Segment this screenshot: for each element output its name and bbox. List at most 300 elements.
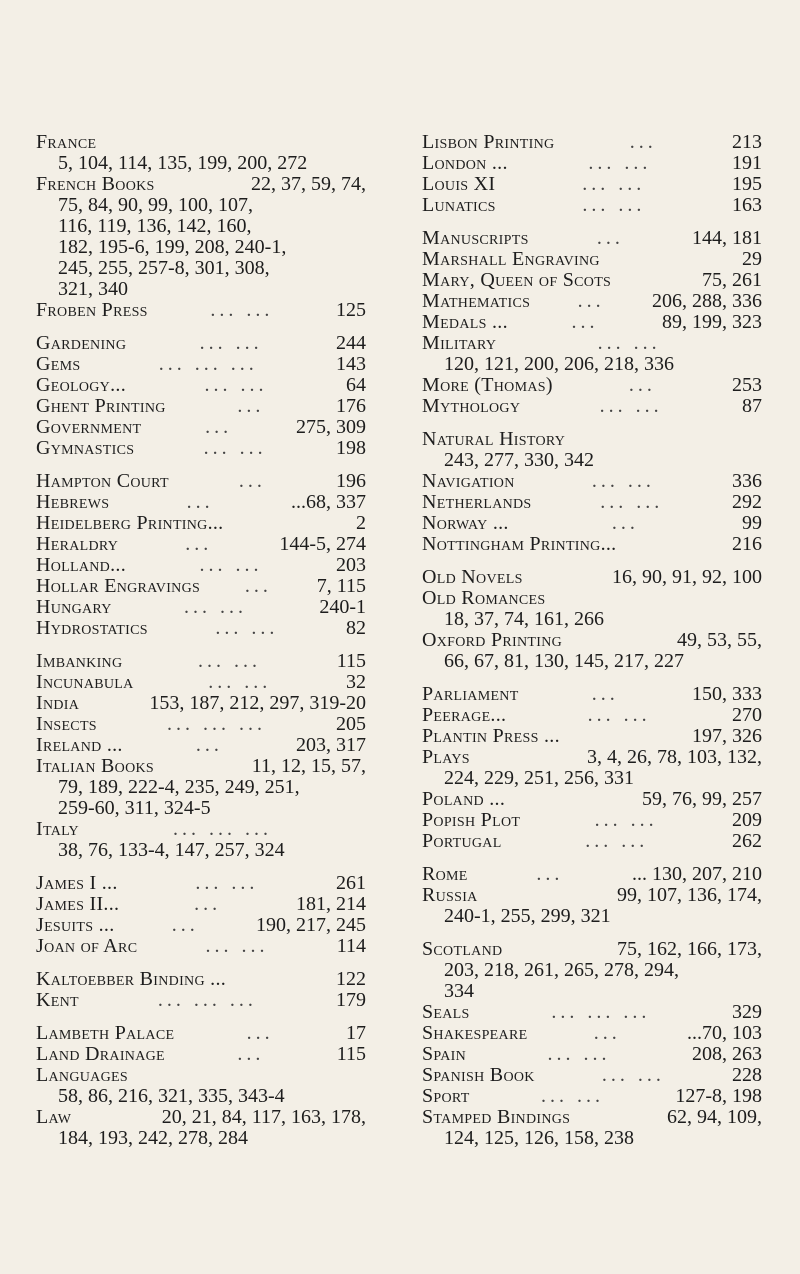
index-entry — [36, 492, 366, 513]
page-references-continued: 243, 277, 330, 342 — [444, 449, 594, 471]
index-entry-row — [36, 1044, 366, 1065]
page-references: 99 — [742, 512, 762, 534]
leader-dots — [223, 513, 356, 534]
index-term: Jesuits ... — [36, 914, 115, 936]
index-entry — [36, 714, 366, 735]
index-entry — [422, 375, 762, 396]
page-references: ...68, 337 — [291, 491, 366, 513]
leader-dots — [79, 693, 149, 714]
leader-dots: ... — [238, 470, 266, 492]
index-entry-row — [422, 864, 762, 885]
index-entry — [422, 228, 762, 249]
index-entry — [422, 864, 762, 885]
page-references: 115 — [336, 650, 366, 672]
index-entry — [422, 471, 762, 492]
index-term: French Books — [36, 173, 155, 195]
index-entry-row — [36, 492, 366, 513]
page-references-continued: 38, 76, 133-4, 147, 257, 324 — [58, 839, 285, 861]
page-references-continued: 259-60, 311, 324-5 — [58, 797, 211, 819]
page-references-continued: 240-1, 255, 299, 321 — [444, 905, 611, 927]
page-references-continued: 245, 255, 257-8, 301, 308, — [58, 257, 270, 279]
index-term: Poland ... — [422, 788, 506, 810]
leader-dots — [128, 1065, 366, 1086]
leader-dots: ... ... — [195, 872, 259, 894]
leader-dots: ... ... — [587, 704, 651, 726]
index-term: Hydrostatics — [36, 617, 148, 639]
index-entry — [422, 789, 762, 810]
page-references: 153, 187, 212, 297, 319-20 — [149, 692, 366, 714]
index-term: Heidelberg Printing... — [36, 512, 224, 534]
page-references: 7, 115 — [316, 575, 366, 597]
index-entry-row — [36, 375, 366, 396]
page-references-continued: 182, 195-6, 199, 208, 240-1, — [58, 236, 287, 258]
page-references-continued: 66, 67, 81, 130, 145, 217, 227 — [444, 650, 684, 672]
index-entry — [36, 534, 366, 555]
leader-dots: ... ... — [585, 830, 649, 852]
index-entry-row — [422, 396, 762, 417]
page-references: ... 130, 207, 210 — [632, 863, 762, 885]
index-term: Hebrews — [36, 491, 110, 513]
index-entry-row — [422, 132, 762, 153]
page-references: 75, 261 — [702, 269, 762, 291]
index-term: Gems — [36, 353, 81, 375]
leader-dots: ... — [593, 1022, 621, 1044]
index-entry-row — [36, 936, 366, 957]
index-term: Seals — [422, 1001, 470, 1023]
index-term: More (Thomas) — [422, 374, 553, 396]
index-entry — [36, 438, 366, 459]
leader-dots: ... ... — [204, 374, 268, 396]
page-references: ...70, 103 — [687, 1022, 762, 1044]
leader-dots: ... ... — [599, 395, 663, 417]
index-entry-row — [422, 429, 762, 450]
index-entry — [422, 195, 762, 216]
index-entry-row — [36, 354, 366, 375]
page-references: 329 — [732, 1001, 762, 1023]
page-references: 82 — [346, 617, 366, 639]
index-entry-row — [422, 312, 762, 333]
index-entry-row — [422, 831, 762, 852]
index-entry — [422, 396, 762, 417]
index-entry-row — [422, 492, 762, 513]
leader-dots — [505, 789, 642, 810]
page-references-continued: 120, 121, 200, 206, 218, 336 — [444, 353, 674, 375]
leader-dots: ... ... — [588, 152, 652, 174]
index-entry — [422, 567, 762, 588]
index-entry — [422, 174, 762, 195]
leader-dots: ... ... ... — [158, 353, 258, 375]
leader-dots: ... — [536, 863, 564, 885]
page-references-continued: 79, 189, 222-4, 235, 249, 251, — [58, 776, 300, 798]
index-entry-row — [422, 1002, 762, 1023]
page-references: 11, 12, 15, 57, — [251, 755, 366, 777]
index-term: Ireland ... — [36, 734, 123, 756]
index-entry-row — [36, 396, 366, 417]
index-entry-row — [422, 1044, 762, 1065]
index-term: London ... — [422, 152, 508, 174]
index-term: Land Drainage — [36, 1043, 165, 1065]
page-references-continued: 18, 37, 74, 161, 266 — [444, 608, 604, 630]
page-references: 244 — [336, 332, 366, 354]
index-entry-row — [36, 915, 366, 936]
leader-dots: ... — [171, 914, 199, 936]
index-entry-row — [422, 270, 762, 291]
leader-dots — [154, 756, 252, 777]
index-term: Sport — [422, 1085, 470, 1107]
index-entry — [36, 417, 366, 438]
index-entry-row — [36, 174, 366, 195]
leader-dots: ... ... — [591, 470, 655, 492]
page-references: 198 — [336, 437, 366, 459]
leader-dots — [478, 885, 617, 906]
index-entry — [422, 831, 762, 852]
index-entry — [422, 885, 762, 927]
index-term: India — [36, 692, 80, 714]
page-references-continued: 124, 125, 126, 158, 238 — [444, 1127, 634, 1149]
index-term: Imbanking — [36, 650, 123, 672]
leader-dots: ... — [596, 227, 624, 249]
index-entry-row — [36, 894, 366, 915]
index-term: Navigation — [422, 470, 515, 492]
index-term: Lisbon Printing — [422, 131, 555, 153]
index-entry — [36, 969, 366, 990]
index-entry — [36, 174, 366, 300]
page-references: 205 — [336, 713, 366, 735]
index-entry-row — [422, 567, 762, 588]
index-term: Military — [422, 332, 497, 354]
index-entry — [422, 1002, 762, 1023]
index-entry — [422, 1107, 762, 1149]
index-entry-row — [36, 618, 366, 639]
page-references-continued: 203, 218, 261, 265, 278, 294, — [444, 959, 679, 981]
page-references: 292 — [732, 491, 762, 513]
index-entry-row — [36, 735, 366, 756]
index-entry-row — [36, 534, 366, 555]
index-entry-row — [36, 969, 366, 990]
page-references: 75, 162, 166, 173, — [617, 938, 762, 960]
index-term: Holland... — [36, 554, 126, 576]
page-references: 115 — [336, 1043, 366, 1065]
page-references: 253 — [732, 374, 762, 396]
page-references-continued: 58, 86, 216, 321, 335, 343-4 — [58, 1085, 285, 1107]
leader-dots: ... ... — [199, 332, 263, 354]
index-entry-row — [36, 555, 366, 576]
index-entry-row — [422, 588, 762, 609]
leader-dots — [502, 939, 617, 960]
index-entry — [36, 894, 366, 915]
index-term: Lambeth Palace — [36, 1022, 175, 1044]
index-entry-row — [36, 597, 366, 618]
index-entry — [422, 291, 762, 312]
leader-dots — [570, 1107, 667, 1128]
index-term: Gymnastics — [36, 437, 135, 459]
index-entry — [422, 684, 762, 705]
index-term: Parliament — [422, 683, 519, 705]
index-entry-row — [422, 375, 762, 396]
index-term: Popish Plot — [422, 809, 521, 831]
index-entry-row — [36, 990, 366, 1011]
index-entry-row — [422, 1065, 762, 1086]
leader-dots: ... ... — [594, 809, 658, 831]
index-entry-row — [422, 1023, 762, 1044]
leader-dots: ... ... ... — [551, 1001, 651, 1023]
index-term: Italian Books — [36, 755, 154, 777]
index-entry — [422, 312, 762, 333]
index-column-right — [422, 132, 762, 1149]
page-references: 99, 107, 136, 174, — [617, 884, 762, 906]
leader-dots: ... — [194, 893, 222, 915]
index-term: Geology... — [36, 374, 126, 396]
page-references: 181, 214 — [296, 893, 366, 915]
leader-dots: ... — [628, 374, 656, 396]
leader-dots: ... ... — [205, 935, 269, 957]
leader-dots: ... — [577, 290, 605, 312]
leader-dots — [562, 630, 677, 651]
index-term: Lunatics — [422, 194, 496, 216]
page-references: 22, 37, 59, 74, — [251, 173, 366, 195]
index-entry-row — [422, 249, 762, 270]
index-entry — [36, 936, 366, 957]
page-references: 203 — [336, 554, 366, 576]
index-term: Insects — [36, 713, 97, 735]
index-term: Hollar Engravings — [36, 575, 201, 597]
leader-dots: ... ... — [582, 173, 646, 195]
index-column-left — [36, 132, 366, 1149]
leader-dots: ... — [186, 491, 214, 513]
index-entry — [422, 429, 762, 471]
index-entry-row — [422, 810, 762, 831]
index-entry — [36, 375, 366, 396]
index-entry-row — [36, 756, 366, 777]
page-references: 336 — [732, 470, 762, 492]
index-entry-row — [422, 228, 762, 249]
index-term: Joan of Arc — [36, 935, 138, 957]
page-references: 228 — [732, 1064, 762, 1086]
index-entry-row — [36, 1065, 366, 1086]
index-term: France — [36, 131, 97, 153]
page-references: 163 — [732, 194, 762, 216]
index-entry — [36, 873, 366, 894]
leader-dots: ... — [195, 734, 223, 756]
index-term: Plantin Press ... — [422, 725, 560, 747]
index-term: Louis XI — [422, 173, 496, 195]
page-references: 16, 90, 91, 92, 100 — [612, 566, 762, 588]
leader-dots: ... — [205, 416, 233, 438]
index-entry — [36, 333, 366, 354]
page-references-continued: 5, 104, 114, 135, 199, 200, 272 — [58, 152, 308, 174]
index-entry — [36, 693, 366, 714]
index-entry — [422, 534, 762, 555]
index-entry — [36, 1107, 366, 1149]
page-references: 209 — [732, 809, 762, 831]
page-references-continued: 184, 193, 242, 278, 284 — [58, 1127, 248, 1149]
index-entry-row — [422, 747, 762, 768]
index-entry — [422, 333, 762, 375]
index-entry-row — [36, 1023, 366, 1044]
index-entry — [422, 492, 762, 513]
leader-dots: ... ... — [210, 299, 274, 321]
index-entry-row — [36, 417, 366, 438]
index-entry-row — [422, 153, 762, 174]
index-entry-row — [36, 300, 366, 321]
index-term: Mary, Queen of Scots — [422, 269, 612, 291]
index-entry — [422, 1023, 762, 1044]
page-references: 64 — [346, 374, 366, 396]
index-entry — [36, 672, 366, 693]
index-entry-row — [36, 438, 366, 459]
index-entry-row — [36, 651, 366, 672]
page-references-continued: 321, 340 — [58, 278, 128, 300]
page-references: 29 — [742, 248, 762, 270]
index-entry — [36, 597, 366, 618]
page-references: 49, 53, 55, — [677, 629, 762, 651]
leader-dots — [565, 429, 762, 450]
index-entry — [422, 630, 762, 672]
index-term: Old Romances — [422, 587, 546, 609]
index-entry — [36, 819, 366, 861]
index-entry — [36, 396, 366, 417]
index-entry-row — [36, 576, 366, 597]
index-entry — [422, 270, 762, 291]
leader-dots — [600, 249, 742, 270]
leader-dots: ... ... ... — [172, 818, 272, 840]
index-term: Oxford Printing — [422, 629, 563, 651]
index-term: Kaltoebber Binding ... — [36, 968, 227, 990]
page-references: 127-8, 198 — [675, 1085, 762, 1107]
index-entry-row — [36, 672, 366, 693]
page-references: 114 — [336, 935, 366, 957]
index-entry — [36, 1023, 366, 1044]
index-entry-row — [36, 132, 366, 153]
leader-dots — [546, 588, 762, 609]
index-term: Netherlands — [422, 491, 532, 513]
page-references: 240-1 — [319, 596, 366, 618]
leader-dots: ... — [611, 512, 639, 534]
index-entry-row — [36, 1107, 366, 1128]
index-term: Stamped Bindings — [422, 1106, 571, 1128]
index-term: Natural History — [422, 428, 566, 450]
index-entry-row — [422, 534, 762, 555]
index-term: Mythology — [422, 395, 521, 417]
leader-dots: ... ... — [199, 554, 263, 576]
index-entry-row — [422, 789, 762, 810]
page-references-continued: 116, 119, 136, 142, 160, — [58, 215, 252, 237]
leader-dots — [96, 132, 366, 153]
page-references-continued: 75, 84, 90, 99, 100, 107, — [58, 194, 253, 216]
leader-dots — [470, 747, 587, 768]
index-term: Spain — [422, 1043, 467, 1065]
index-term: Spanish Book — [422, 1064, 535, 1086]
index-term: Norway ... — [422, 512, 509, 534]
page-references: 213 — [732, 131, 762, 153]
page-references: 262 — [732, 830, 762, 852]
index-entry-row — [36, 873, 366, 894]
index-term: Marshall Engraving — [422, 248, 600, 270]
index-entry — [422, 726, 762, 747]
leader-dots: ... ... — [540, 1085, 604, 1107]
leader-dots: ... ... — [601, 1064, 665, 1086]
index-entry-row — [36, 333, 366, 354]
leader-dots — [560, 726, 692, 747]
page-references: 125 — [336, 299, 366, 321]
leader-dots: ... ... — [184, 596, 247, 618]
page-references: 59, 76, 99, 257 — [642, 788, 762, 810]
index-entry — [422, 747, 762, 789]
index-term: James I ... — [36, 872, 118, 894]
index-entry — [36, 354, 366, 375]
index-entry — [36, 651, 366, 672]
index-term: Peerage... — [422, 704, 507, 726]
leader-dots: ... — [185, 533, 213, 555]
page-references: 3, 4, 26, 78, 103, 132, — [587, 746, 762, 768]
leader-dots: ... ... — [597, 332, 661, 354]
leader-dots: ... — [571, 311, 599, 333]
page-references: 216 — [732, 533, 762, 555]
index-entry-row — [422, 705, 762, 726]
leader-dots: ... ... — [203, 437, 267, 459]
leader-dots: ... ... — [547, 1043, 611, 1065]
index-term: Nottingham Printing... — [422, 533, 617, 555]
index-entry-row — [36, 819, 366, 840]
index-term: Medals ... — [422, 311, 508, 333]
index-entry — [36, 1044, 366, 1065]
index-entry — [36, 132, 366, 174]
index-entry — [422, 249, 762, 270]
index-term: Gardening — [36, 332, 127, 354]
index-term: Mathematics — [422, 290, 531, 312]
index-entry-row — [422, 333, 762, 354]
leader-dots — [523, 567, 612, 588]
index-entry — [422, 513, 762, 534]
index-term: Hampton Court — [36, 470, 169, 492]
index-term: Incunabula — [36, 671, 134, 693]
index-entry — [422, 1044, 762, 1065]
leader-dots: ... ... — [582, 194, 646, 216]
page-references: 179 — [336, 989, 366, 1011]
page-references: 176 — [336, 395, 366, 417]
index-entry-row — [422, 939, 762, 960]
page-references-continued: 334 — [444, 980, 474, 1002]
index-term: Rome — [422, 863, 468, 885]
index-entry-row — [36, 693, 366, 714]
index-entry — [422, 132, 762, 153]
index-entry — [422, 1065, 762, 1086]
leader-dots: ... ... ... — [166, 713, 266, 735]
page-references: 2 — [356, 512, 366, 534]
page-references: 17 — [346, 1022, 366, 1044]
page-references: 275, 309 — [296, 416, 366, 438]
index-entry-row — [422, 471, 762, 492]
index-entry-row — [422, 885, 762, 906]
index-term: Heraldry — [36, 533, 119, 555]
index-entry-row — [422, 195, 762, 216]
page-references: 122 — [336, 968, 366, 990]
index-entry-row — [422, 726, 762, 747]
page-references: 197, 326 — [692, 725, 762, 747]
index-entry — [422, 588, 762, 630]
index-entry — [422, 939, 762, 1002]
index-entry — [36, 576, 366, 597]
index-entry — [36, 990, 366, 1011]
leader-dots: ... ... — [215, 617, 279, 639]
leader-dots: ... — [246, 1022, 274, 1044]
leader-dots: ... — [237, 1043, 265, 1065]
leader-dots — [616, 534, 732, 555]
index-entry — [36, 915, 366, 936]
leader-dots: ... — [237, 395, 265, 417]
leader-dots: ... ... — [198, 650, 262, 672]
index-term: Old Novels — [422, 566, 523, 588]
